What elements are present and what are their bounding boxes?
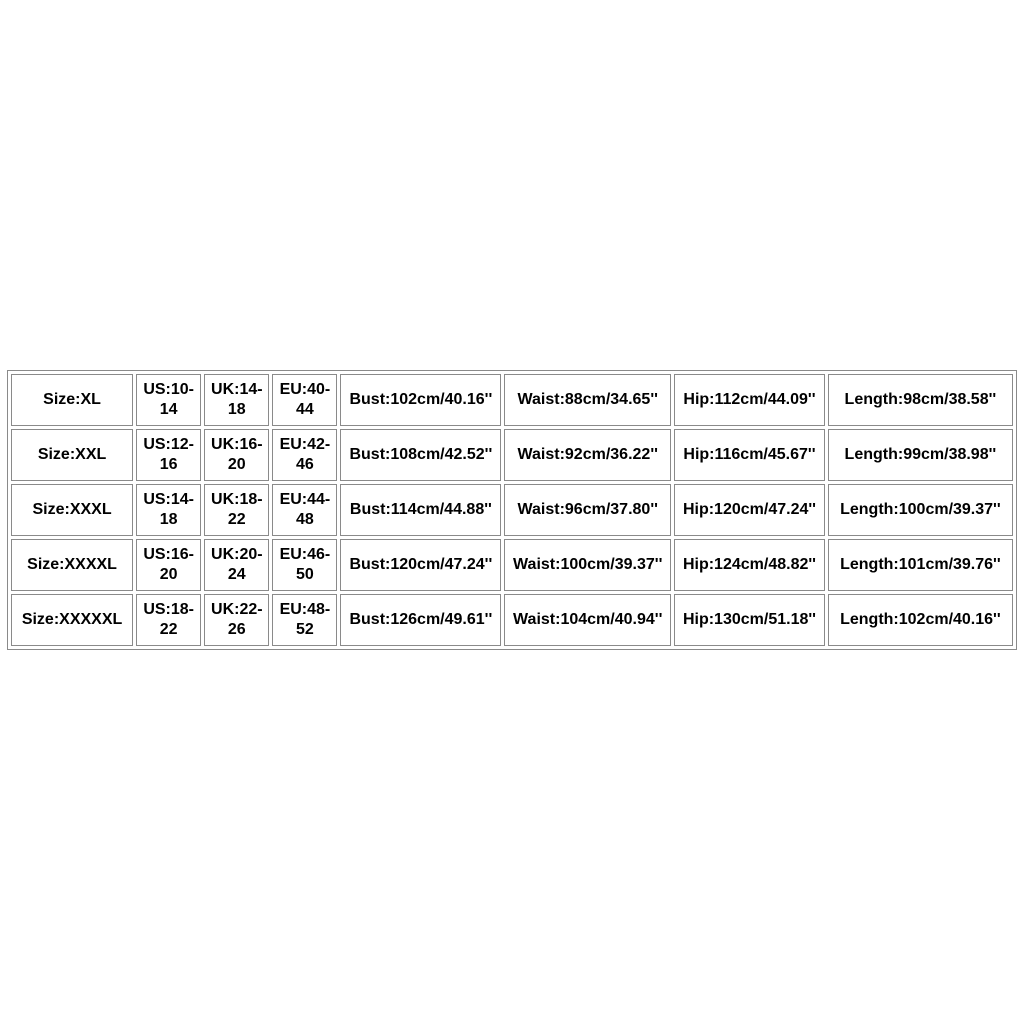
bust-cell: Bust:114cm/44.88'' [340,484,501,536]
eu-size-cell: EU:48- 52 [272,594,337,646]
size-cell: Size:XXXL [11,484,133,536]
size-cell: Size:XXXXXL [11,594,133,646]
us-size-cell: US:12- 16 [136,429,201,481]
eu-size-cell: EU:40- 44 [272,374,337,426]
table-row [11,374,1013,426]
hip-cell: Hip:124cm/48.82'' [674,539,825,591]
us-size-cell: US:14- 18 [136,484,201,536]
uk-size-cell: UK:22- 26 [204,594,269,646]
size-cell: Size:XXXXL [11,539,133,591]
eu-size-cell: EU:46- 50 [272,539,337,591]
eu-size-cell: EU:44- 48 [272,484,337,536]
table-row [11,484,1013,536]
bust-cell: Bust:126cm/49.61'' [340,594,501,646]
uk-size-cell: UK:20- 24 [204,539,269,591]
waist-cell: Waist:88cm/34.65'' [504,374,671,426]
table-row [11,429,1013,481]
waist-cell: Waist:96cm/37.80'' [504,484,671,536]
length-cell: Length:100cm/39.37'' [828,484,1013,536]
length-cell: Length:101cm/39.76'' [828,539,1013,591]
bust-cell: Bust:108cm/42.52'' [340,429,501,481]
waist-cell: Waist:92cm/36.22'' [504,429,671,481]
size-cell: Size:XXL [11,429,133,481]
table-row [11,539,1013,591]
uk-size-cell: UK:14- 18 [204,374,269,426]
bust-cell: Bust:102cm/40.16'' [340,374,501,426]
length-cell: Length:98cm/38.58'' [828,374,1013,426]
hip-cell: Hip:112cm/44.09'' [674,374,825,426]
uk-size-cell: UK:16- 20 [204,429,269,481]
length-cell: Length:102cm/40.16'' [828,594,1013,646]
hip-cell: Hip:120cm/47.24'' [674,484,825,536]
hip-cell: Hip:116cm/45.67'' [674,429,825,481]
length-cell: Length:99cm/38.98'' [828,429,1013,481]
bust-cell: Bust:120cm/47.24'' [340,539,501,591]
eu-size-cell: EU:42- 46 [272,429,337,481]
waist-cell: Waist:104cm/40.94'' [504,594,671,646]
us-size-cell: US:18- 22 [136,594,201,646]
us-size-cell: US:16- 20 [136,539,201,591]
size-cell: Size:XL [11,374,133,426]
hip-cell: Hip:130cm/51.18'' [674,594,825,646]
waist-cell: Waist:100cm/39.37'' [504,539,671,591]
uk-size-cell: UK:18- 22 [204,484,269,536]
us-size-cell: US:10- 14 [136,374,201,426]
table-row [11,594,1013,646]
size-chart-table [7,370,1017,650]
